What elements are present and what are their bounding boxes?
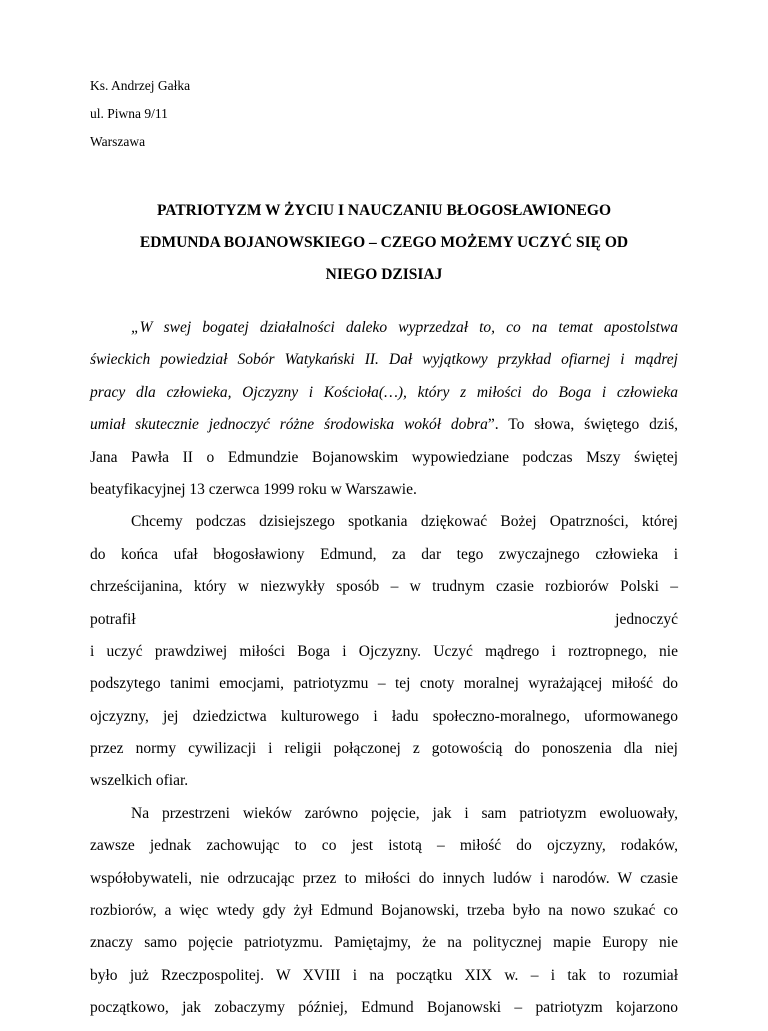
address-street: ul. Piwna 9/11	[90, 106, 168, 121]
paragraph-2-line: i uczyć prawdziwej miłości Boga i Ojczyzny. Uczyć mądrego i roztropnego, nie	[90, 642, 678, 660]
paragraph-1-line: umiał skutecznie jednoczyć różne środowiska wokół dobra”. To słowa, świętego dziś,	[90, 416, 678, 434]
paragraph-1-line: „W swej bogatej działalności daleko wyprzedzał to, co na temat apostolstwa	[131, 319, 678, 336]
paragraph-3-line: znaczy samo pojęcie patriotyzmu. Pamiętajmy, że na politycznej mapie Europy nie	[90, 934, 678, 952]
paragraph-2-line: ojczyzny, jej dziedzictwa kulturowego i ładu społeczno-moralnego, uformowanego	[90, 707, 678, 725]
title-line-3: NIEGO DZISIAJ	[325, 266, 443, 283]
paragraph-2-line: chrześcijanina, który w niezwykły sposób – w trudnym czasie rozbiorów Polski –	[90, 578, 678, 596]
title-line-2: EDMUNDA BOJANOWSKIEGO – CZEGO MOŻEMY UCZYĆ SIĘ OD	[139, 234, 629, 251]
quote-end: umiał skutecznie jednoczyć różne środowiska wokół dobra	[90, 416, 488, 434]
author-name: Ks. Andrzej Gałka	[90, 78, 191, 93]
paragraph-3-line: współobywateli, nie odrzucając przez to miłości do innych ludów i narodów. W czasie	[90, 869, 678, 887]
paragraph-3-line: było już Rzeczpospolitej. W XVIII i na początku XIX w. – i tak to rozumiał	[90, 966, 678, 984]
paragraph-1-line: beatyfikacyjnej 13 czerwca 1999 roku w Warszawie.	[90, 480, 417, 498]
paragraph-2-line: Chcemy podczas dzisiejszego spotkania dziękować Bożej Opatrzności, której	[131, 513, 678, 531]
paragraph-1-line: Jana Pawła II o Edmundzie Bojanowskim wypowiedziane podczas Mszy świętej	[90, 448, 678, 466]
paragraph-1-line: świeckich powiedział Sobór Watykański II. Dał wyjątkowy przykład ofiarnej i mądrej	[90, 351, 678, 369]
paragraph-3-line: Na przestrzeni wieków zarówno pojęcie, jak i sam patriotyzm ewoluowały,	[131, 804, 678, 822]
document-body	[90, 318, 678, 1031]
address-city: Warszawa	[90, 134, 146, 149]
paragraph-2-line: przez normy cywilizacji i religii połączonej z gotowością do ponoszenia dla niej	[90, 740, 678, 758]
title-line-1: PATRIOTYZM W ŻYCIU I NAUCZANIU BŁOGOSŁAWIONEGO	[156, 202, 612, 219]
paragraph-2-line: podszytego tanimi emocjami, patriotyzmu – tej cnoty moralnej wyrażającej miłość do	[90, 675, 678, 693]
paragraph-3-line: rozbiorów, a więc wtedy gdy żył Edmund Bojanowski, trzeba było na nowo szukać co	[90, 902, 678, 920]
paragraph-1-line: pracy dla człowieka, Ojczyzny i Kościoła(…), który z miłości do Boga i człowieka	[90, 383, 678, 401]
paragraph-2-line: do końca ufał błogosławiony Edmund, za dar tego zwyczajnego człowieka i	[90, 545, 678, 563]
document-title	[90, 201, 678, 297]
paragraph-2-line: wszelkich ofiar.	[90, 772, 189, 790]
paragraph-2-line: potrafił jednoczyć	[90, 610, 678, 628]
paragraph-3-line: zawsze jednak zachowując to co jest istotą – miłość do ojczyzny, rodaków,	[90, 837, 678, 855]
paragraph-3-line: początkowo, jak zobaczymy później, Edmund Bojanowski – patriotyzm kojarzono	[90, 999, 678, 1017]
